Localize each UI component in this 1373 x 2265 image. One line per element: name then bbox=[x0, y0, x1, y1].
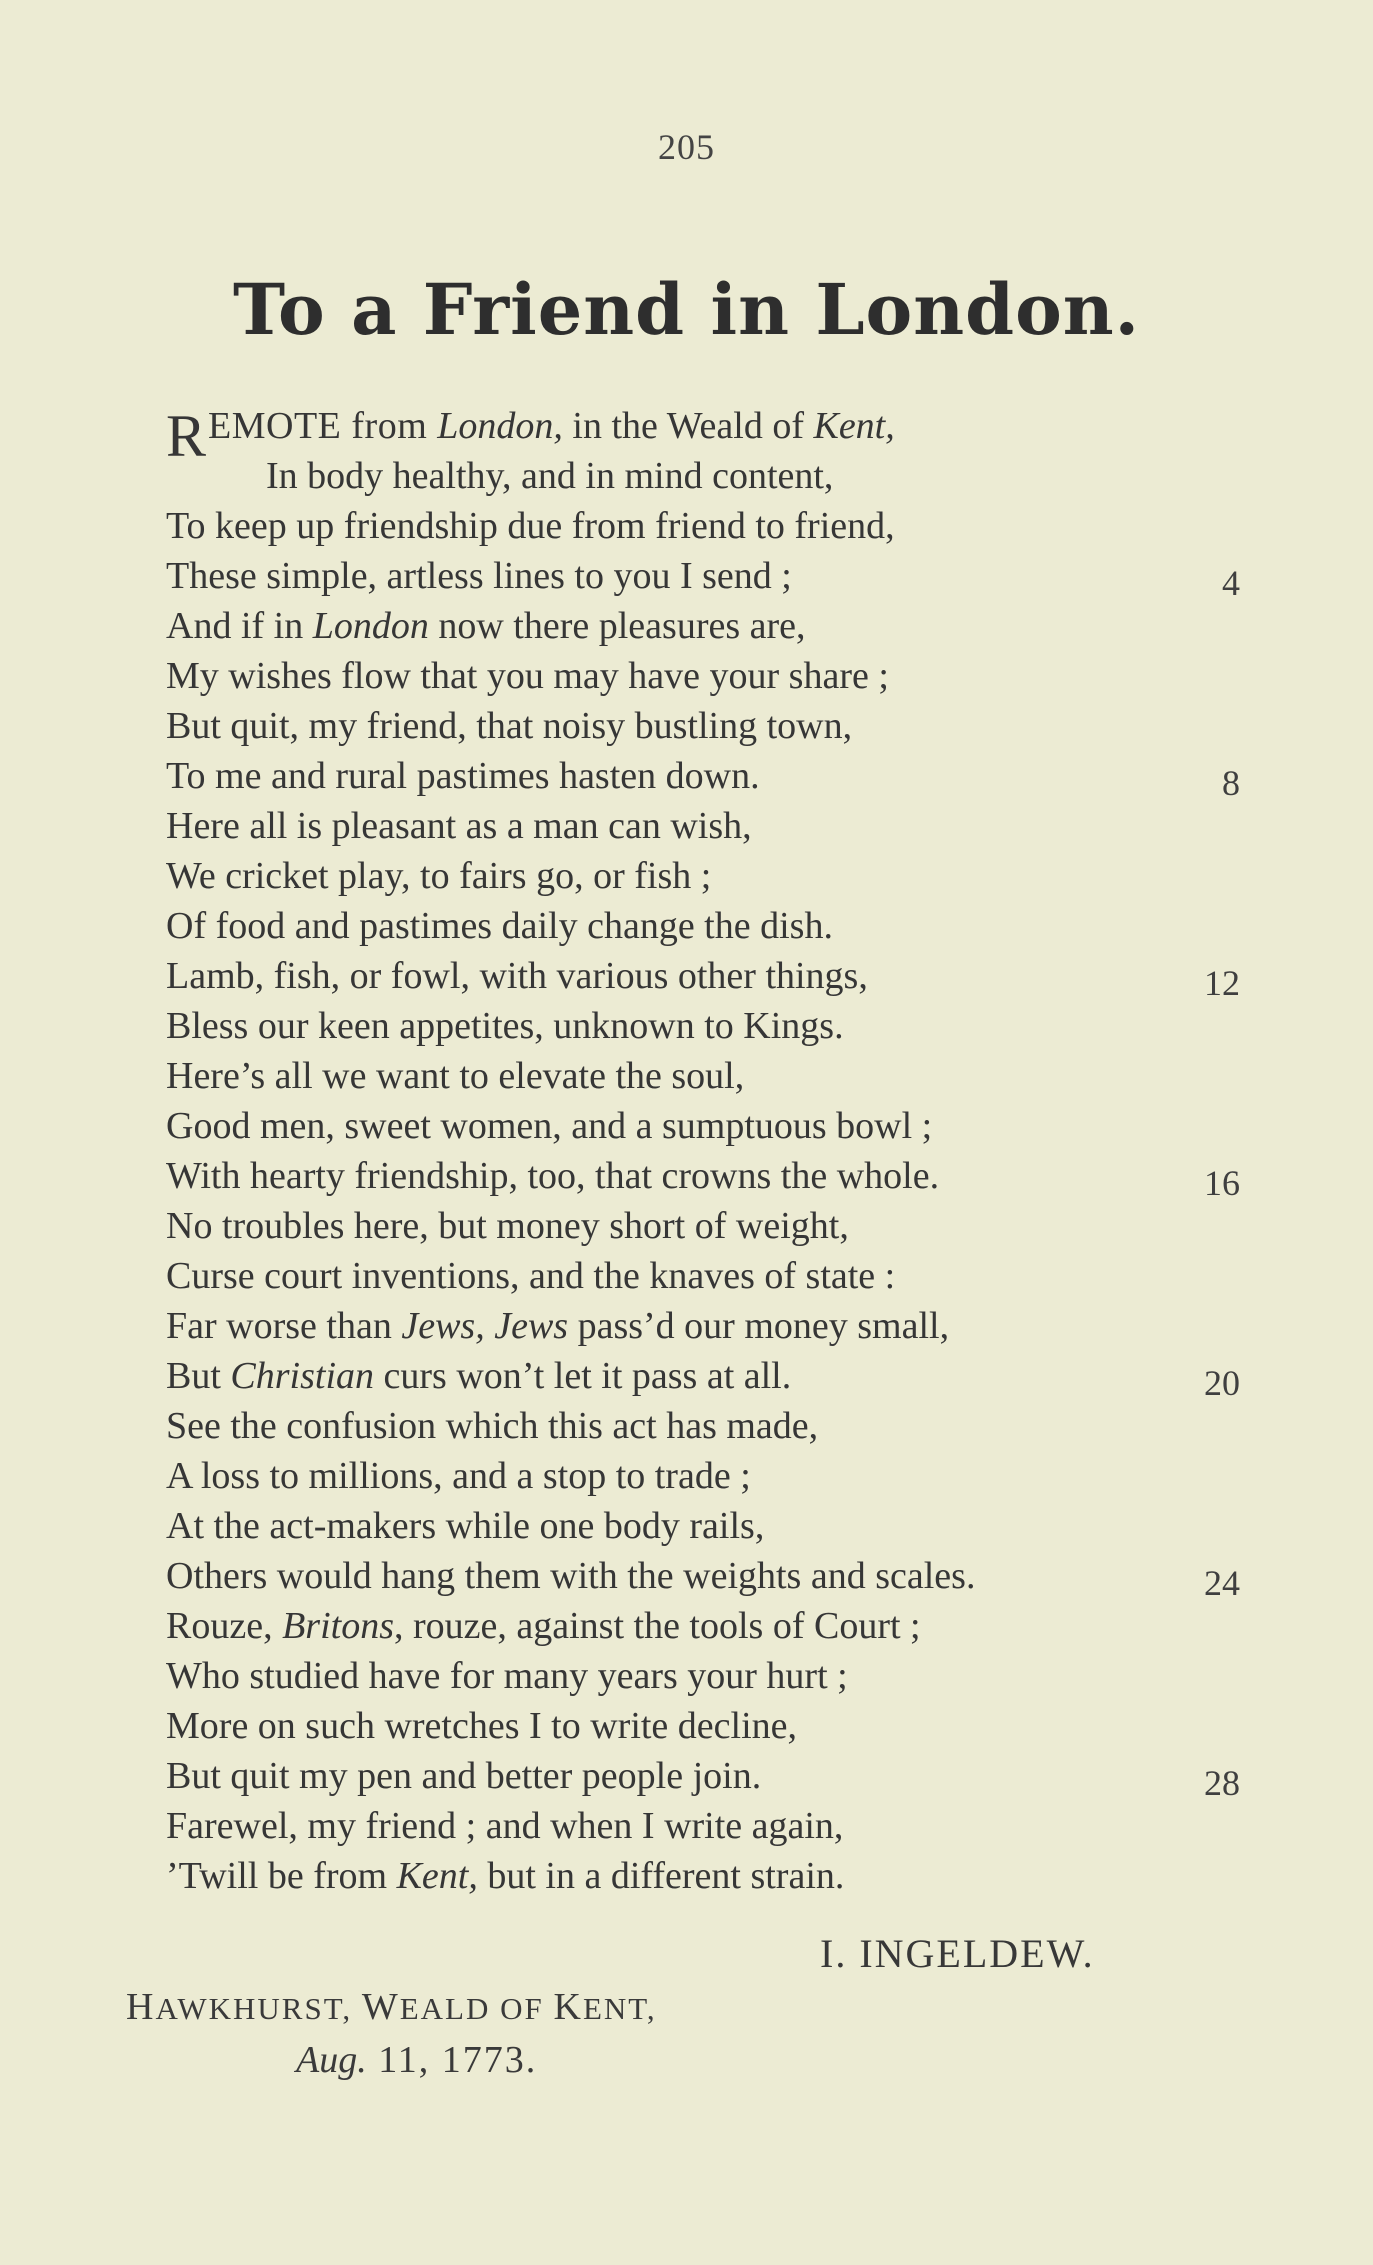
line-number: 4 bbox=[1222, 563, 1240, 603]
poem-line-29: Farewel, my friend ; and when I write again, bbox=[166, 1805, 844, 1847]
line-number: 8 bbox=[1222, 763, 1240, 803]
page-number: 205 bbox=[658, 127, 715, 167]
poem-line-27: More on such wretches I to write decline, bbox=[166, 1705, 798, 1747]
poem-line-15: Good men, sweet women, and a sumptuous bowl ; bbox=[166, 1105, 933, 1147]
poem-line-20: But Christian curs won’t let it pass at all. bbox=[166, 1355, 792, 1397]
line-number: 28 bbox=[1204, 1763, 1240, 1803]
line-number: 20 bbox=[1204, 1363, 1240, 1403]
poem-line-18: Curse court inventions, and the knaves of state : bbox=[166, 1255, 896, 1297]
poem-line-2: In body healthy, and in mind content, bbox=[266, 455, 834, 497]
poem-line-23: At the act-makers while one body rails, bbox=[166, 1505, 765, 1547]
poem-line-17: No troubles here, but money short of weight, bbox=[166, 1205, 849, 1247]
poem-line-21: See the confusion which this act has made, bbox=[166, 1405, 819, 1447]
poem-line-30: ’Twill be from Kent, but in a different strain. bbox=[166, 1855, 845, 1897]
poem-line-9: Here all is pleasant as a man can wish, bbox=[166, 805, 752, 847]
poem-line-13: Bless our keen appetites, unknown to Kings. bbox=[166, 1005, 844, 1047]
poem-line-25: Rouze, Britons, rouze, against the tools of Court ; bbox=[166, 1605, 921, 1647]
poem-line-14: Here’s all we want to elevate the soul, bbox=[166, 1055, 745, 1097]
line-number: 16 bbox=[1204, 1163, 1240, 1203]
poem-line-5: And if in London now there pleasures are, bbox=[166, 605, 806, 647]
poem-line-19: Far worse than Jews, Jews pass’d our money small, bbox=[166, 1305, 950, 1347]
line-number: 12 bbox=[1204, 963, 1240, 1003]
line-number: 24 bbox=[1204, 1563, 1240, 1603]
poem-title: To a Friend in London. bbox=[232, 268, 1141, 351]
poem-line-1: REMOTE from London, in the Weald of Kent, bbox=[166, 403, 895, 469]
drop-cap: R bbox=[166, 403, 207, 469]
poem-line-24: Others would hang them with the weights and scales. bbox=[166, 1555, 976, 1597]
poem-line-28: But quit my pen and better people join. bbox=[166, 1755, 762, 1797]
poem-line-4: These simple, artless lines to you I send ; bbox=[166, 555, 792, 597]
poem-line-3: To keep up friendship due from friend to friend, bbox=[166, 505, 895, 547]
date-line: Aug. 11, 1773. bbox=[296, 2039, 538, 2081]
poem-line-22: A loss to millions, and a stop to trade ; bbox=[166, 1455, 751, 1497]
poem-line-10: We cricket play, to fairs go, or fish ; bbox=[166, 855, 712, 897]
poem-line-12: Lamb, fish, or fowl, with various other things, bbox=[166, 955, 868, 997]
author-signature: I. INGELDEW. bbox=[820, 1931, 1095, 1976]
poem-line-7: But quit, my friend, that noisy bustling town, bbox=[166, 705, 853, 747]
poem-line-6: My wishes flow that you may have your share ; bbox=[166, 655, 889, 697]
poem-line-26: Who studied have for many years your hurt ; bbox=[166, 1655, 848, 1697]
place-line: HAWKHURST, WEALD OF KENT, bbox=[126, 1986, 657, 2028]
poem-line-11: Of food and pastimes daily change the dish. bbox=[166, 905, 833, 947]
poem-line-16: With hearty friendship, too, that crowns the whole. bbox=[166, 1155, 940, 1197]
poem-line-8: To me and rural pastimes hasten down. bbox=[166, 755, 760, 797]
